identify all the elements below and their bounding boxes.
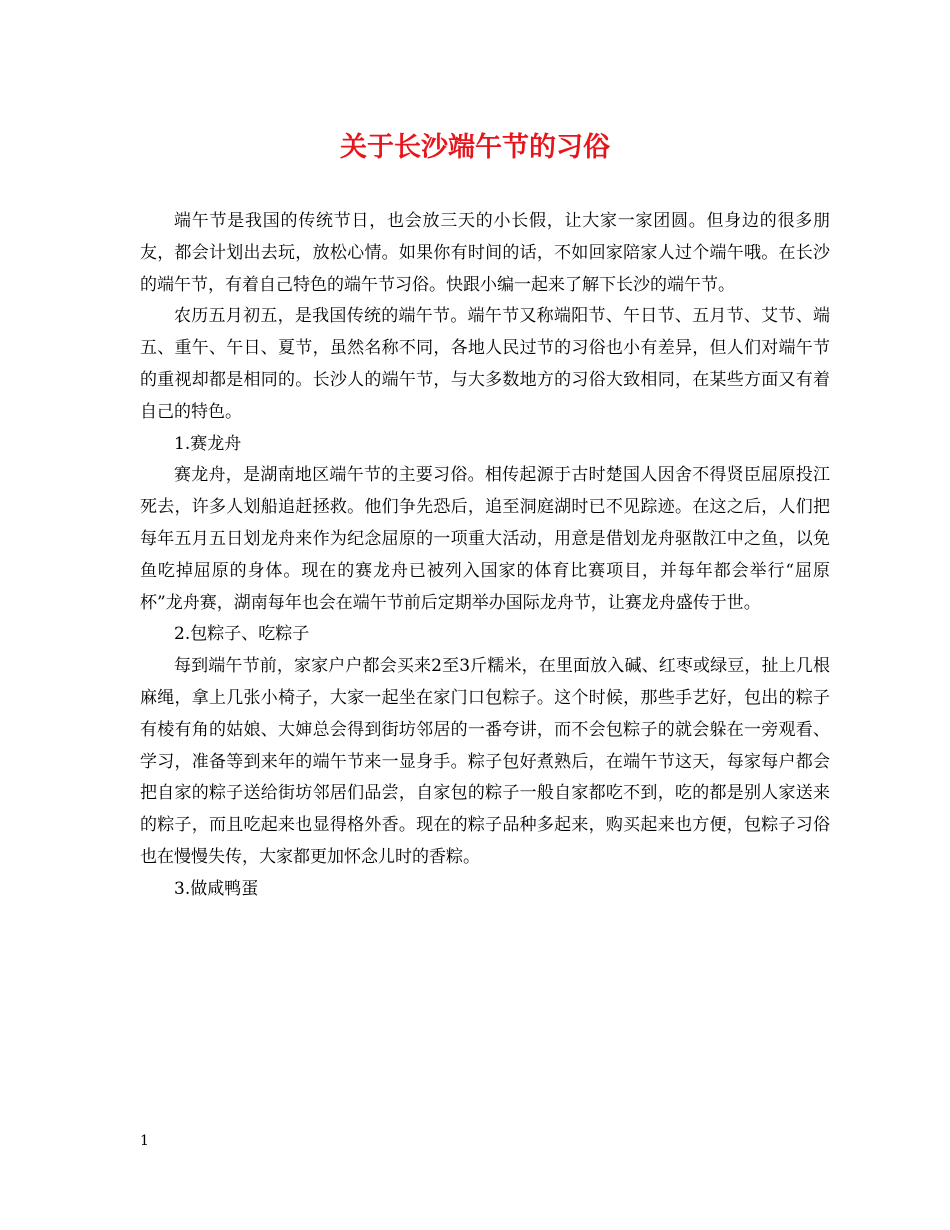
document-title: 关于长沙端午节的习俗 <box>340 132 610 163</box>
document-body <box>140 206 830 906</box>
page-number: 1 <box>140 1133 149 1149</box>
section-heading-dragon-boat: 1.赛龙舟 <box>174 433 242 454</box>
section-heading-salted-duck-egg: 3.做咸鸭蛋 <box>174 878 259 899</box>
paragraph-intro: 端午节是我国的传统节日，也会放三天的小长假，让大家一家团圆。但身边的很多朋友，都会计划出去玩，放松心情。如果你有时间的话，不如回家陪家人过个端午哦。在长沙的端午节，有着自己特色的端午节习俗。快跟小编一起来了解下长沙的端午节。 <box>140 211 830 295</box>
paragraph-zongzi: 每到端午节前，家家户户都会买来2至3斤糯米，在里面放入碱、红枣或绿豆，扯上几根麻绳，拿上几张小椅子，大家一起坐在家门口包粽子。这个时候，那些手艺好，包出的粽子有棱有角的姑娘、大婶总会得到街坊邻居的一番夸讲，而不会包粽子的就会躲在一旁观看、学习，准备等到来年的端午节来一显身手。粽子包好煮熟后，在端午节这天，每家每户都会把自家的粽子送给街坊邻居们品尝，自家包的粽子一般自家都吃不到，吃的都是别人家送来的粽子，而且吃起来也显得格外香。现在的粽子品种多起来，购买起来也方便，包粽子习俗也在慢慢失传，大家都更加怀念儿时的香粽。 <box>140 656 830 867</box>
section-heading-zongzi: 2.包粽子、吃粽子 <box>174 624 310 645</box>
paragraph-names: 农历五月初五，是我国传统的端午节。端午节又称端阳节、午日节、五月节、艾节、端五、重午、午日、夏节，虽然名称不同，各地人民过节的习俗也小有差异，但人们对端午节的重视却都是相同的。长沙人的端午节，与大多数地方的习俗大致相同，在某些方面又有着自己的特色。 <box>140 306 830 422</box>
paragraph-dragon-boat: 赛龙舟，是湖南地区端午节的主要习俗。相传起源于古时楚国人因舍不得贤臣屈原投江死去，许多人划船追赶拯救。他们争先恐后，追至洞庭湖时已不见踪迹。在这之后，人们把每年五月五日划龙舟来作为纪念屈原的一项重大活动，用意是借划龙舟驱散江中之鱼，以免鱼吃掉屈原的身体。现在的赛龙舟已被列入国家的体育比赛项目，并每年都会举行“屈原杯”龙舟赛，湖南每年也会在端午节前后定期举办国际龙舟节，让赛龙舟盛传于世。 <box>140 465 830 613</box>
